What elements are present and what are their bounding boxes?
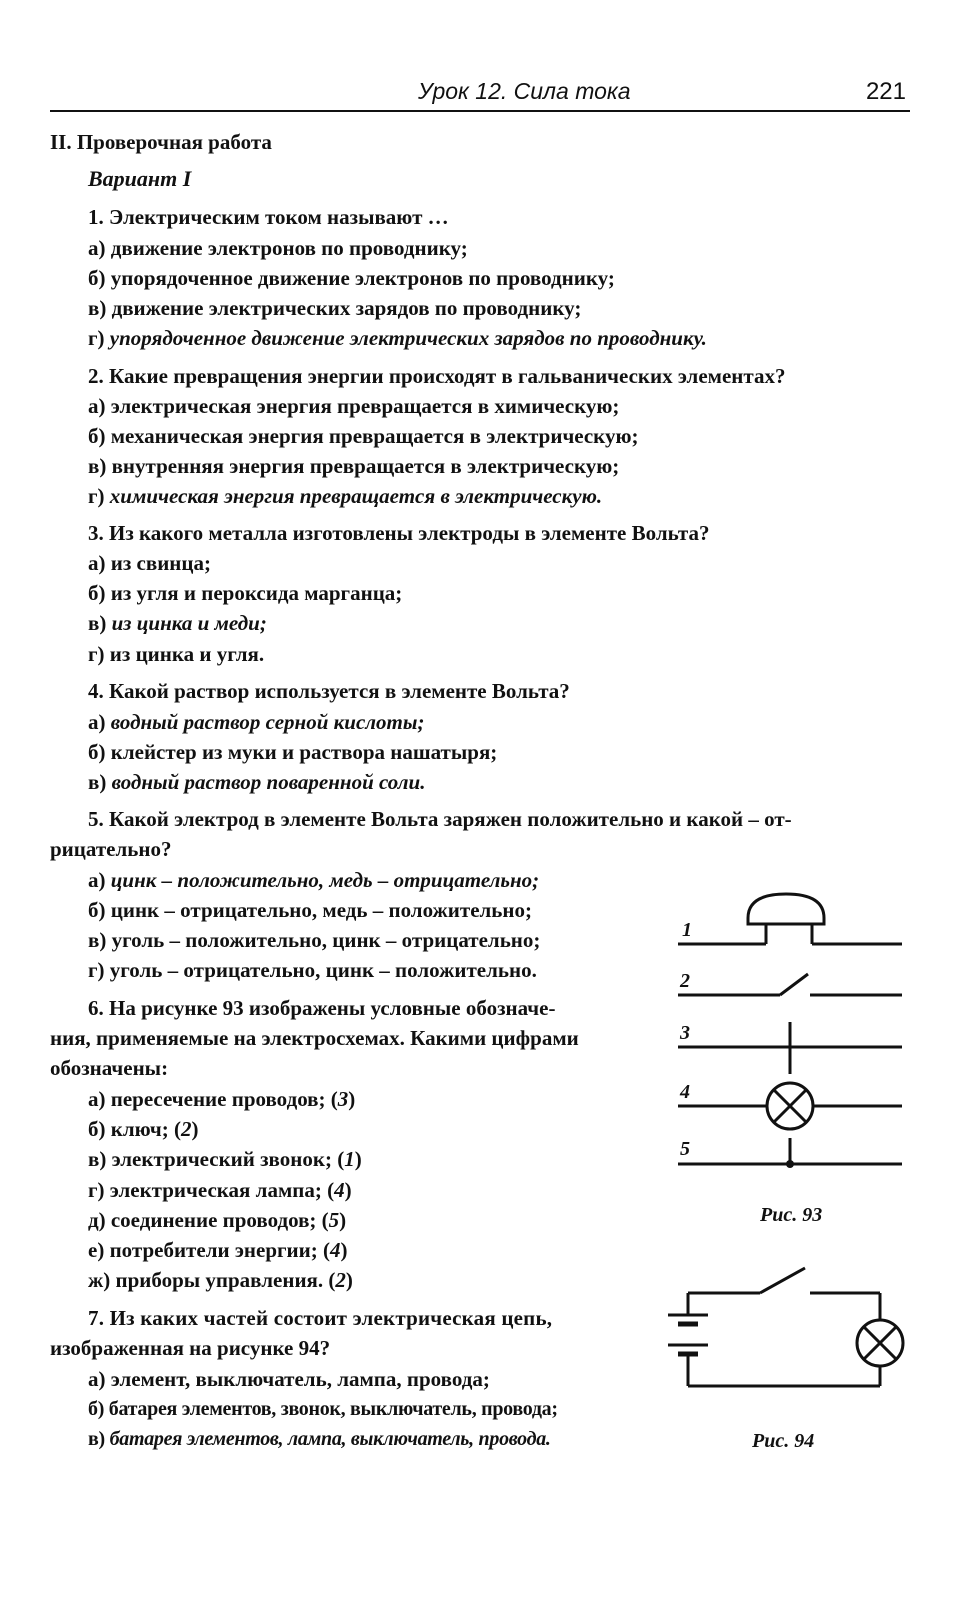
q4-option-c-answer: в) водный раствор поваренной соли. [88,770,426,794]
figure-93-label-1: 1 [682,919,692,941]
question-5-line1: 5. Какой электрод в элементе Вольта заряжен положительно и какой – от- [88,807,792,831]
question-6-line2: ния, применяемые на электросхемах. Какими цифрами [50,1026,579,1050]
q5-option-a-answer: а) цинк – положительно, медь – отрицательно; [88,868,540,892]
q2-option-b: б) механическая энергия превращается в электрическую; [88,424,639,448]
q6-option-c: в) электрический звонок; (1) [88,1147,362,1171]
figure-93-symbols [670,880,920,1180]
q4-option-a-answer: а) водный раствор серной кислоты; [88,710,425,734]
figure-93-label-2: 2 [680,970,690,992]
question-4: 4. Какой раствор используется в элементе Вольта? [88,679,570,703]
q6-option-d: г) электрическая лампа; (4) [88,1178,352,1202]
q5-option-c: в) уголь – положительно, цинк – отрицательно; [88,928,541,952]
q3-option-a: а) из свинца; [88,551,211,575]
question-7-line2: изображенная на рисунке 94? [50,1336,331,1360]
q5-option-b: б) цинк – отрицательно, медь – положительно; [88,898,533,922]
q4-option-b: б) клейстер из муки и раствора нашатыря; [88,740,498,764]
q7-option-b: б) батарея элементов, звонок, выключатель, провода; [88,1398,558,1420]
q2-option-a: а) электрическая энергия превращается в химическую; [88,394,620,418]
q6-option-a: а) пересечение проводов; (3) [88,1087,356,1111]
q1-option-a: а) движение электронов по проводнику; [88,236,468,260]
lamp-symbol [678,1083,902,1129]
q6-option-b: б) ключ; (2) [88,1117,199,1141]
page-number: 221 [865,78,906,105]
battery-symbol [668,1293,708,1386]
circuit-switch [760,1268,805,1293]
q3-option-d: г) из цинка и угля. [88,642,265,666]
circuit-lamp [857,1320,903,1366]
q6-option-e: д) соединение проводов; (5) [88,1208,347,1232]
page-header [50,78,910,112]
question-2: 2. Какие превращения энергии происходят в гальванических элементах? [88,364,786,388]
q3-option-c-answer: в) из цинка и меди; [88,611,267,635]
q1-option-d-answer: г) упорядоченное движение электрических зарядов по проводнику. [88,326,707,350]
question-1: 1. Электрическим током называют … [88,205,449,229]
figure-93-label-5: 5 [680,1138,690,1160]
question-6-line1: 6. На рисунке 93 изображены условные обозначе- [88,996,556,1020]
question-3: 3. Из какого металла изготовлены электроды в элементе Вольта? [88,521,710,545]
section-title: II. Проверочная работа [50,130,272,154]
wire-crossing-symbol [678,1022,902,1074]
bell-symbol [678,894,902,944]
figure-94-circuit [660,1258,920,1403]
q7-option-a: а) элемент, выключатель, лампа, провода; [88,1367,490,1391]
figure-93-label-3: 3 [680,1022,690,1044]
q3-option-b: б) из угля и пероксида марганца; [88,581,403,605]
question-7-line1: 7. Из каких частей состоит электрическая цепь, [88,1306,553,1330]
switch-symbol [678,974,902,995]
q1-option-c: в) движение электрических зарядов по проводнику; [88,296,582,320]
q6-option-f: е) потребители энергии; (4) [88,1238,348,1262]
q1-option-b: б) упорядоченное движение электронов по проводнику; [88,266,615,290]
question-5-line2: рицательно? [50,837,172,861]
running-title: Урок 12. Сила тока [418,78,631,104]
q7-option-c-answer: в) батарея элементов, лампа, выключатель, провода. [88,1428,551,1450]
question-6-line3: обозначены: [50,1056,169,1080]
q2-option-c: в) внутренняя энергия превращается в электрическую; [88,454,620,478]
q2-option-d-answer: г) химическая энергия превращается в электрическую. [88,484,603,508]
figure-93-caption: Рис. 93 [760,1204,823,1226]
q5-option-d: г) уголь – отрицательно, цинк – положительно. [88,958,537,982]
figure-93-label-4: 4 [680,1081,690,1103]
q6-option-g: ж) приборы управления. (2) [88,1268,353,1292]
junction-dot [786,1160,794,1168]
variant-title: Вариант I [88,166,192,191]
figure-94-caption: Рис. 94 [752,1430,815,1452]
